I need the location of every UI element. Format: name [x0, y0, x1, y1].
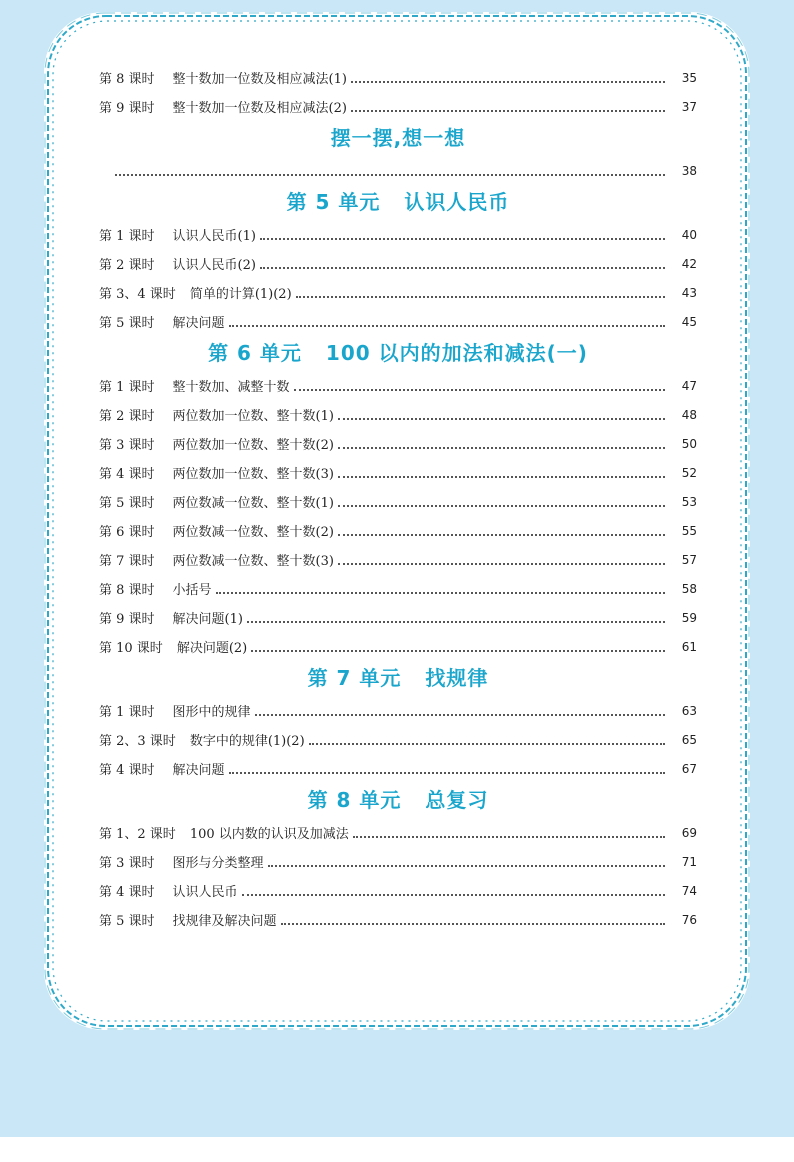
toc-entry[interactable] [99, 278, 697, 307]
toc-entry[interactable] [99, 458, 697, 487]
bottom-strip [0, 1137, 794, 1162]
lesson-label: 第 8 课时 [99, 583, 155, 598]
leader-dots [338, 434, 665, 449]
lesson-label: 第 8 课时 [99, 72, 155, 87]
lesson-label: 第 4 课时 [99, 885, 155, 900]
lesson-title: 小括号 [172, 583, 212, 598]
leader-dots [281, 910, 665, 925]
unit-subject: 认识人民币 [404, 190, 510, 214]
leader-dots [251, 637, 665, 652]
lesson-label: 第 3、4 课时 [99, 287, 176, 302]
page-number: 74 [681, 883, 697, 898]
page-number: 58 [681, 581, 697, 596]
page-number: 43 [681, 285, 697, 300]
page-number: 48 [681, 407, 697, 422]
page-number: 69 [681, 825, 697, 840]
page-number: 38 [681, 163, 697, 178]
lesson-title: 解决问题(2) [176, 641, 248, 656]
page-number: 50 [681, 436, 697, 451]
toc-entry[interactable] [99, 487, 697, 516]
page-number: 35 [681, 70, 697, 85]
unit-number: 第 8 单元 [307, 788, 402, 812]
toc-entry[interactable] [99, 574, 697, 603]
lesson-label: 第 1 课时 [99, 705, 155, 720]
interlude-heading: 摆一摆,想一想 [330, 126, 466, 150]
lesson-title: 两位数减一位数、整十数(1) [172, 496, 334, 511]
lesson-title: 认识人民币(2) [172, 258, 256, 273]
page-number: 59 [681, 610, 697, 625]
lesson-title: 两位数加一位数、整十数(1) [172, 409, 334, 424]
lesson-title: 认识人民币(1) [172, 229, 256, 244]
unit-heading [99, 661, 697, 696]
page-number: 53 [681, 494, 697, 509]
leader-dots [294, 376, 665, 391]
page-number: 63 [681, 703, 697, 718]
unit-number: 第 6 单元 [208, 341, 302, 365]
toc-entry[interactable] [99, 545, 697, 574]
lesson-label: 第 2 课时 [99, 409, 155, 424]
lesson-label: 第 5 课时 [99, 316, 155, 331]
page-number: 67 [681, 761, 697, 776]
toc-entry[interactable] [99, 429, 697, 458]
toc-entry[interactable] [99, 725, 697, 754]
unit-heading [99, 783, 697, 818]
toc-entry[interactable] [99, 696, 697, 725]
lesson-label: 第 1 课时 [99, 380, 155, 395]
toc-entry[interactable] [99, 905, 697, 934]
leader-dots [309, 730, 665, 745]
toc-entry[interactable] [99, 156, 697, 185]
lesson-label: 第 6 课时 [99, 525, 155, 540]
lesson-label: 第 1 课时 [99, 229, 155, 244]
unit-subject: 总复习 [425, 788, 489, 812]
page-number: 42 [681, 256, 697, 271]
lesson-title: 找规律及解决问题 [172, 914, 277, 929]
lesson-label: 第 5 课时 [99, 914, 155, 929]
lesson-title: 两位数加一位数、整十数(3) [172, 467, 334, 482]
unit-number: 第 7 单元 [307, 666, 402, 690]
leader-dots [255, 701, 665, 716]
leader-dots [242, 881, 665, 896]
unit-heading [99, 185, 697, 220]
leader-dots [247, 608, 665, 623]
toc-entry[interactable] [99, 400, 697, 429]
lesson-title: 100 以内数的认识及加减法 [189, 827, 349, 842]
page-number: 61 [681, 639, 697, 654]
leader-dots [296, 283, 665, 298]
leader-dots [338, 550, 665, 565]
unit-subject: 100 以内的加法和减法(一) [325, 341, 588, 365]
unit-number: 第 5 单元 [286, 190, 381, 214]
lesson-title: 整十数加一位数及相应减法(1) [172, 72, 347, 87]
page-number: 57 [681, 552, 697, 567]
lesson-label: 第 5 课时 [99, 496, 155, 511]
lesson-label: 第 2 课时 [99, 258, 155, 273]
lesson-label: 第 3 课时 [99, 856, 155, 871]
leader-dots [338, 405, 665, 420]
lesson-title: 图形与分类整理 [172, 856, 264, 871]
lesson-label: 第 1、2 课时 [99, 827, 176, 842]
page-number: 71 [681, 854, 697, 869]
lesson-label: 第 7 课时 [99, 554, 155, 569]
toc-entry[interactable] [99, 847, 697, 876]
lesson-label: 第 9 课时 [99, 612, 155, 627]
lesson-label: 第 2、3 课时 [99, 734, 176, 749]
leader-dots [260, 225, 665, 240]
toc-entry[interactable] [99, 603, 697, 632]
toc-entry[interactable] [99, 876, 697, 905]
page-number: 55 [681, 523, 697, 538]
page-number: 37 [681, 99, 697, 114]
lesson-title: 解决问题 [172, 763, 225, 778]
lesson-title: 数字中的规律(1)(2) [189, 734, 305, 749]
page-number: 45 [681, 314, 697, 329]
lesson-title: 两位数减一位数、整十数(2) [172, 525, 334, 540]
lesson-title: 简单的计算(1)(2) [189, 287, 292, 302]
toc-entry[interactable] [99, 818, 697, 847]
toc-entry[interactable] [99, 220, 697, 249]
toc-entry[interactable] [99, 754, 697, 783]
lesson-label: 第 4 课时 [99, 467, 155, 482]
leader-dots [229, 759, 665, 774]
leader-dots [338, 492, 665, 507]
page-number: 47 [681, 378, 697, 393]
lesson-title: 整十数加一位数及相应减法(2) [172, 101, 347, 116]
toc-entry[interactable] [99, 307, 697, 336]
lesson-title: 解决问题(1) [172, 612, 243, 627]
toc-entry[interactable] [99, 63, 697, 92]
lesson-title: 整十数加、减整十数 [172, 380, 290, 395]
leader-dots [268, 852, 665, 867]
page-number: 52 [681, 465, 697, 480]
leader-dots [338, 463, 665, 478]
unit-heading [99, 336, 697, 371]
lesson-title: 认识人民币 [172, 885, 238, 900]
toc-entry[interactable] [99, 516, 697, 545]
lesson-title: 解决问题 [172, 316, 225, 331]
toc-entry[interactable] [99, 632, 697, 661]
toc-entry[interactable] [99, 371, 697, 400]
table-of-contents [99, 63, 697, 934]
leader-dots [216, 579, 665, 594]
lesson-title: 两位数加一位数、整十数(2) [172, 438, 334, 453]
page-number: 65 [681, 732, 697, 747]
lesson-title: 图形中的规律 [172, 705, 251, 720]
leader-dots [229, 312, 665, 327]
leader-dots [260, 254, 665, 269]
page-number: 40 [681, 227, 697, 242]
leader-dots [353, 823, 665, 838]
leader-dots [351, 97, 665, 112]
leader-dots [351, 68, 665, 83]
lesson-label: 第 10 课时 [99, 641, 163, 656]
lesson-label: 第 9 课时 [99, 101, 155, 116]
lesson-label: 第 4 课时 [99, 763, 155, 778]
leader-dots [115, 161, 665, 176]
lesson-label: 第 3 课时 [99, 438, 155, 453]
toc-entry[interactable] [99, 92, 697, 121]
page-number: 76 [681, 912, 697, 927]
unit-subject: 找规律 [425, 666, 489, 690]
lesson-title: 两位数减一位数、整十数(3) [172, 554, 334, 569]
leader-dots [338, 521, 665, 536]
toc-entry[interactable] [99, 249, 697, 278]
